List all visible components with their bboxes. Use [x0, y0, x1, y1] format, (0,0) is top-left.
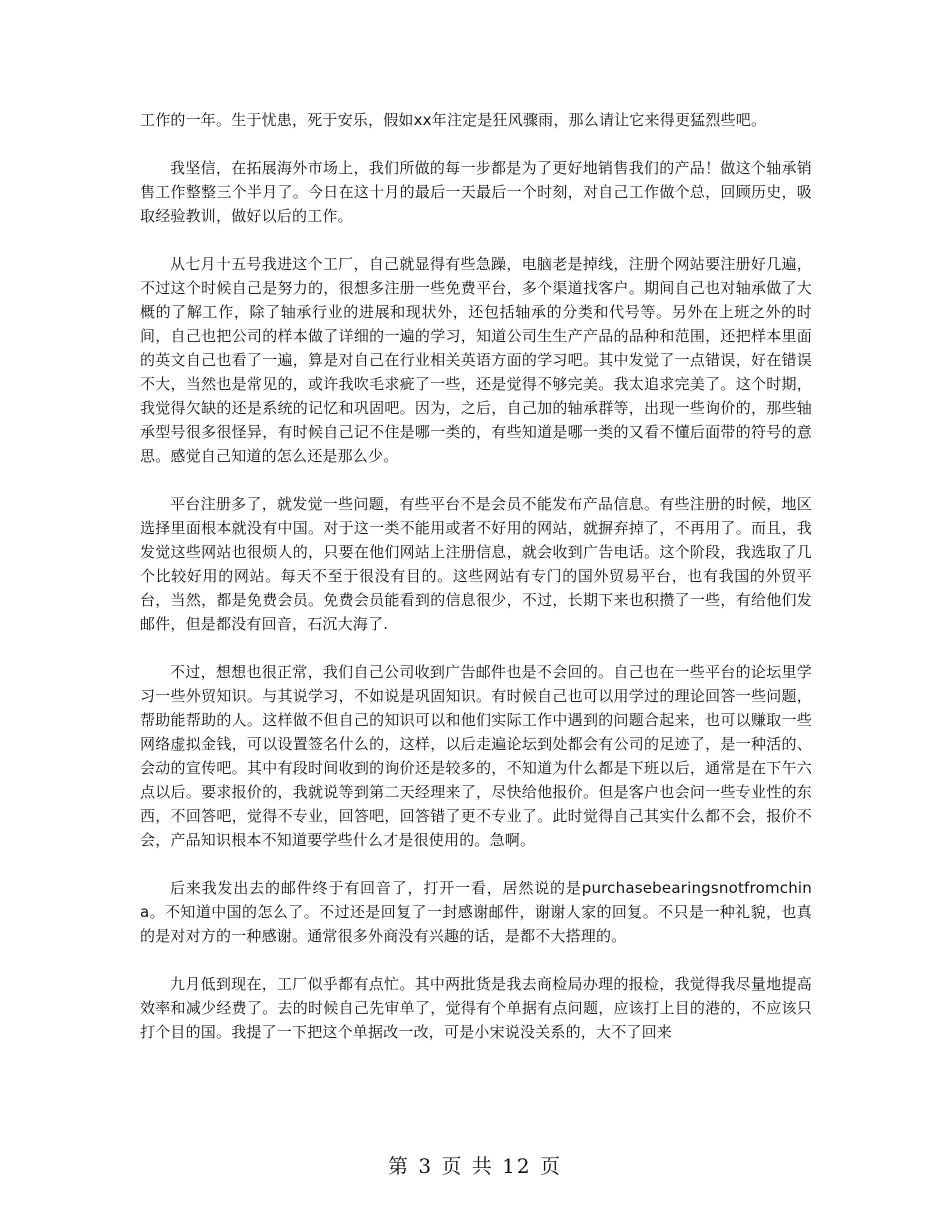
paragraph-7: 九月低到现在，工厂似乎都有点忙。其中两批货是我去商检局办理的报检，我觉得我尽量地提高效率和减少经费了。去的时候自己先审单了，觉得有个单据有点问题，应该打上目的港的，不应该只打个目的国。我提了一下把这个单据改一改，可是小宋说没关系的，大不了回来 — [140, 975, 812, 1041]
paragraph-2: 我坚信，在拓展海外市场上，我们所做的每一步都是为了更好地销售我们的产品！做这个轴承销售工作整整三个半月了。今日在这十月的最后一天最后一个时刻，对自己工作做个总，回顾历史，吸取经验教训，做好以后的工作。 — [140, 159, 812, 225]
paragraph-6: 后来我发出去的邮件终于有回音了，打开一看，居然说的是purchasebearingsnotfromchina。不知道中国的怎么了。不过还是回复了一封感谢邮件，谢谢人家的回复。不只是一种礼貌，也真的是对对方的一种感谢。通常很多外商没有兴趣的话，是都不大搭理的。 — [140, 879, 812, 945]
paragraph-3: 从七月十五号我进这个工厂，自己就显得有些急躁，电脑老是掉线，注册个网站要注册好几遍，不过这个时候自己是努力的，很想多注册一些免费平台，多个渠道找客户。期间自己也对轴承做了大概的了解工作，除了轴承行业的进展和现状外，还包括轴承的分类和代号等。另外在上班之外的时间，自己也把公司的样本做了详细的一遍的学习，知道公司生生产产品的品种和范围，还把样本里面的英文自己也看了一遍，算是对自己在行业相关英语方面的学习吧。其中发觉了一点错误，好在错误不大，当然也是常见的，或许我吹毛求疵了一些，还是觉得不够完美。我太追求完美了。这个时期，我觉得欠缺的还是系统的记忆和巩固吧。因为，之后，自己加的轴承群等，出现一些询价的，那些轴承型号很多很怪异，有时候自己记不住是哪一类的，有些知道是哪一类的又看不懂后面带的符号的意思。感觉自己知道的怎么还是那么少。 — [140, 255, 812, 465]
paragraph-4: 平台注册多了，就发觉一些问题，有些平台不是会员不能发布产品信息。有些注册的时候，地区选择里面根本就没有中国。对于这一类不能用或者不好用的网站，就摒弃掉了，不再用了。而且，我发觉这些网站也很烦人的，只要在他们网站上注册信息，就会收到广告电话。这个阶段，我选取了几个比较好用的网站。每天不至于很没有目的。这些网站有专门的国外贸易平台，也有我国的外贸平台，当然，都是免费会员。免费会员能看到的信息很少，不过，长期下来也积攒了一些，有给他们发邮件，但是都没有回音，石沉大海了. — [140, 495, 812, 633]
page-number-footer: 第 3 页 共 12 页 — [388, 1154, 562, 1178]
paragraph-5: 不过，想想也很正常，我们自己公司收到广告邮件也是不会回的。自己也在一些平台的论坛里学习一些外贸知识。与其说学习，不如说是巩固知识。有时候自己也可以用学过的理论回答一些问题，帮助能帮助的人。这样做不但自己的知识可以和他们实际工作中遇到的问题合起来，也可以赚取一些网络虚拟金钱，可以设置签名什么的，这样，以后走遍论坛到处都会有公司的足迹了，是一种活的、会动的宣传吧。其中有段时间收到的询价还是较多的，不知道为什么都是下班以后，通常是在下午六点以后。要求报价的，我就说等到第二天经理来了，尽快给他报价。但是客户也会问一些专业性的东西，不回答吧，觉得不专业，回答吧，回答错了更不专业了。此时觉得自己其实什么都不会，报价不会，产品知识根本不知道要学些什么才是很使用的。急啊。 — [140, 663, 812, 849]
paragraph-1: 工作的一年。生于忧患，死于安乐，假如xx年注定是狂风骤雨，那么请让它来得更猛烈些吧。 — [140, 111, 767, 129]
document-body — [140, 108, 812, 1068]
